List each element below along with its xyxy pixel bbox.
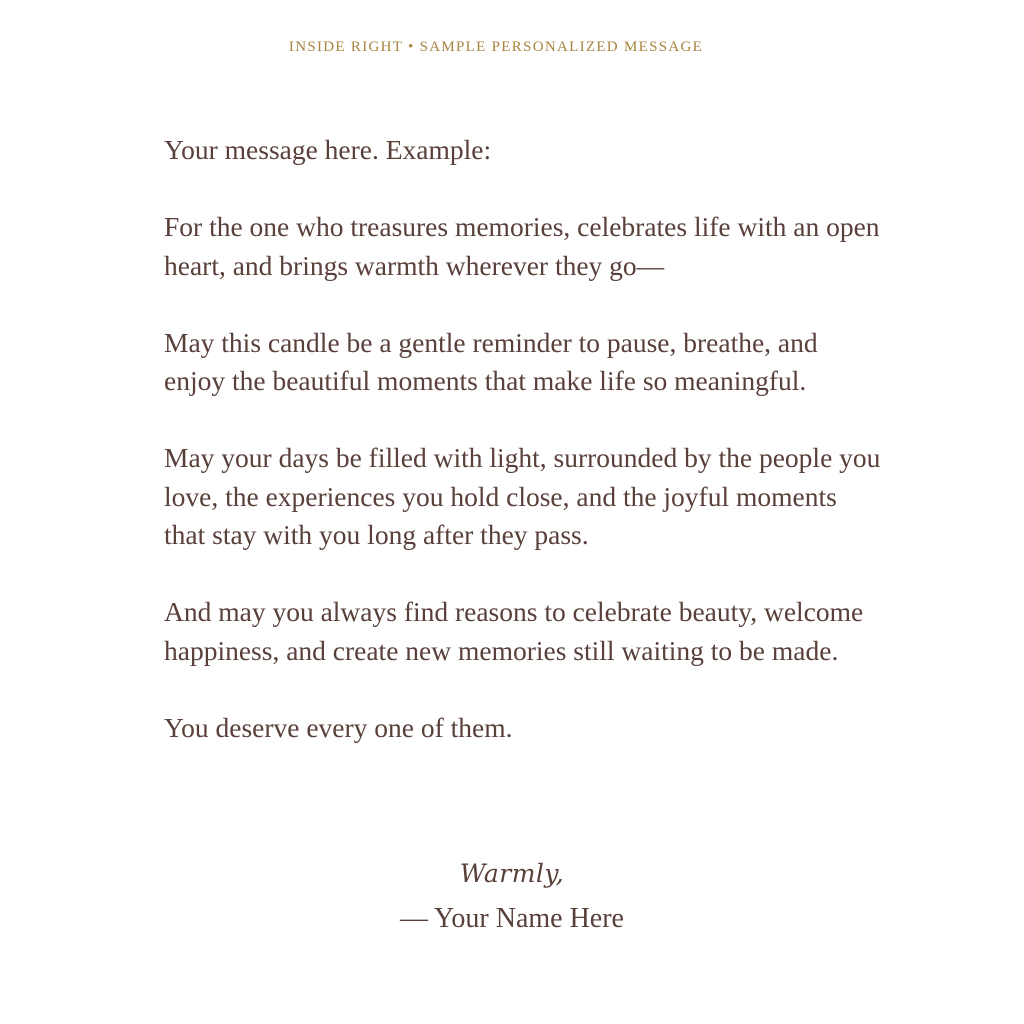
signature-name: — Your Name Here [400, 903, 624, 934]
message-paragraph: And may you always find reasons to celebrate beauty, welcome happiness, and create new memories still waiting to be made. [164, 596, 864, 666]
page-header-label: INSIDE RIGHT • SAMPLE PERSONALIZED MESSAGE [288, 39, 704, 55]
message-paragraph: May your days be filled with light, surrounded by the people you love, the experiences you hold close, and the joyful moments that stay with you long after they pass. [164, 442, 881, 550]
sign-off: Warmly, [459, 859, 565, 888]
message-paragraph: May this candle be a gentle reminder to pause, breathe, and enjoy the beautiful moments that make life so meaningful. [164, 326, 818, 396]
message-paragraph: You deserve every one of them. [164, 711, 513, 743]
message-paragraph: For the one who treasures memories, celebrates life with an open heart, and brings warmth wherever they go— [164, 211, 880, 281]
personalized-message [164, 131, 884, 786]
message-intro: Your message here. Example: [164, 134, 492, 165]
